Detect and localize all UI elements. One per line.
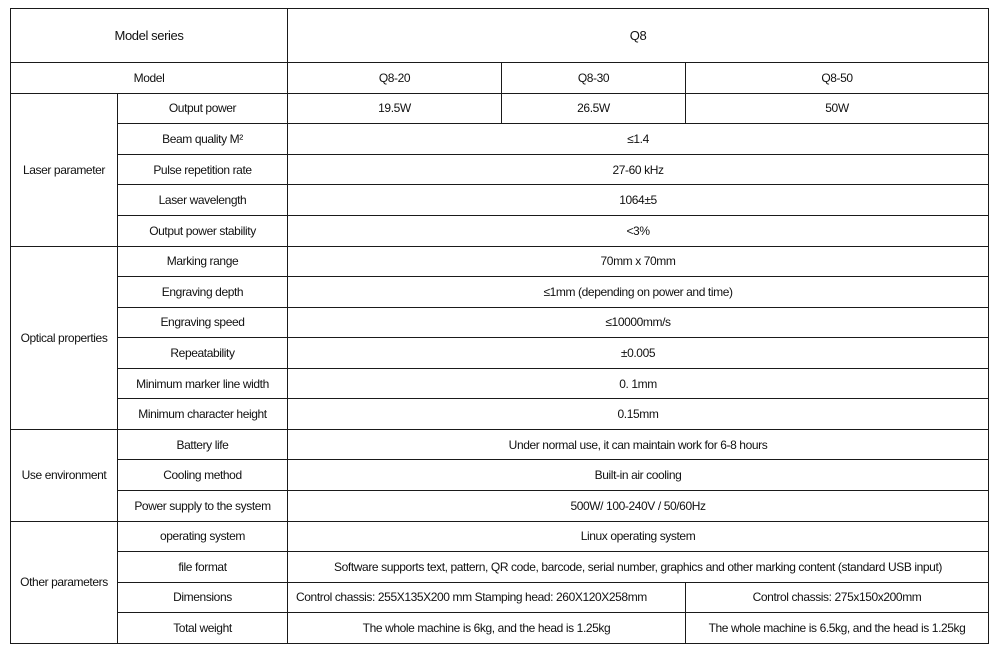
param-label: Beam quality M²	[118, 124, 288, 155]
value-cell: 0.15mm	[288, 399, 989, 430]
param-label: Output power	[118, 93, 288, 124]
model-cell: Q8-20	[288, 63, 502, 94]
param-label: file format	[118, 552, 288, 583]
table-row	[11, 93, 989, 124]
table-row	[11, 185, 989, 216]
value-cell: Software supports text, pattern, QR code, barcode, serial number, graphics and other marking content (standard USB input)	[288, 552, 989, 583]
group-label-other: Other parameters	[11, 521, 118, 643]
table-row	[11, 338, 989, 369]
table-row	[11, 124, 989, 155]
table-row	[11, 582, 989, 613]
param-label: Repeatability	[118, 338, 288, 369]
table-row	[11, 307, 989, 338]
table-row	[11, 521, 989, 552]
model-cell: Q8-50	[686, 63, 989, 94]
table-row	[11, 613, 989, 644]
param-label: Pulse repetition rate	[118, 154, 288, 185]
value-cell: 50W	[686, 93, 989, 124]
value-cell: ≤10000mm/s	[288, 307, 989, 338]
model-series-value: Q8	[288, 9, 989, 63]
param-label: Cooling method	[118, 460, 288, 491]
table-row	[11, 460, 989, 491]
value-cell: ≤1.4	[288, 124, 989, 155]
param-label: Output power stability	[118, 215, 288, 246]
table-row	[11, 215, 989, 246]
param-label: Power supply to the system	[118, 491, 288, 522]
table-row	[11, 368, 989, 399]
value-cell: The whole machine is 6.5kg, and the head is 1.25kg	[686, 613, 989, 644]
model-series-label: Model series	[11, 9, 288, 63]
table-row	[11, 491, 989, 522]
model-cell: Q8-30	[502, 63, 686, 94]
value-cell: The whole machine is 6kg, and the head is 1.25kg	[288, 613, 686, 644]
param-label: Marking range	[118, 246, 288, 277]
model-row	[11, 63, 989, 94]
value-cell: ±0.005	[288, 338, 989, 369]
group-label-use: Use environment	[11, 429, 118, 521]
value-cell: Linux operating system	[288, 521, 989, 552]
value-cell: <3%	[288, 215, 989, 246]
value-cell: Built-in air cooling	[288, 460, 989, 491]
value-cell: Control chassis: 275x150x200mm	[686, 582, 989, 613]
param-label: Laser wavelength	[118, 185, 288, 216]
value-cell: Control chassis: 255X135X200 mm Stamping head: 260X120X258mm	[288, 582, 686, 613]
param-label: Total weight	[118, 613, 288, 644]
param-label: Minimum character height	[118, 399, 288, 430]
param-label: Engraving speed	[118, 307, 288, 338]
table-row	[11, 429, 989, 460]
value-cell: 500W/ 100-240V / 50/60Hz	[288, 491, 989, 522]
table-row	[11, 399, 989, 430]
table-row	[11, 154, 989, 185]
param-label: Engraving depth	[118, 277, 288, 308]
value-cell: 26.5W	[502, 93, 686, 124]
value-cell: Under normal use, it can maintain work for 6-8 hours	[288, 429, 989, 460]
group-label-optical: Optical properties	[11, 246, 118, 429]
model-label: Model	[11, 63, 288, 94]
param-label: operating system	[118, 521, 288, 552]
value-cell: 19.5W	[288, 93, 502, 124]
value-cell: 0. 1mm	[288, 368, 989, 399]
value-cell: 27-60 kHz	[288, 154, 989, 185]
value-cell: ≤1mm (depending on power and time)	[288, 277, 989, 308]
param-label: Dimensions	[118, 582, 288, 613]
group-label-laser: Laser parameter	[11, 93, 118, 246]
param-label: Battery life	[118, 429, 288, 460]
value-cell: 1064±5	[288, 185, 989, 216]
spec-table	[10, 8, 989, 644]
header-row	[11, 9, 989, 63]
value-cell: 70mm x 70mm	[288, 246, 989, 277]
param-label: Minimum marker line width	[118, 368, 288, 399]
table-row	[11, 552, 989, 583]
table-row	[11, 277, 989, 308]
table-row	[11, 246, 989, 277]
